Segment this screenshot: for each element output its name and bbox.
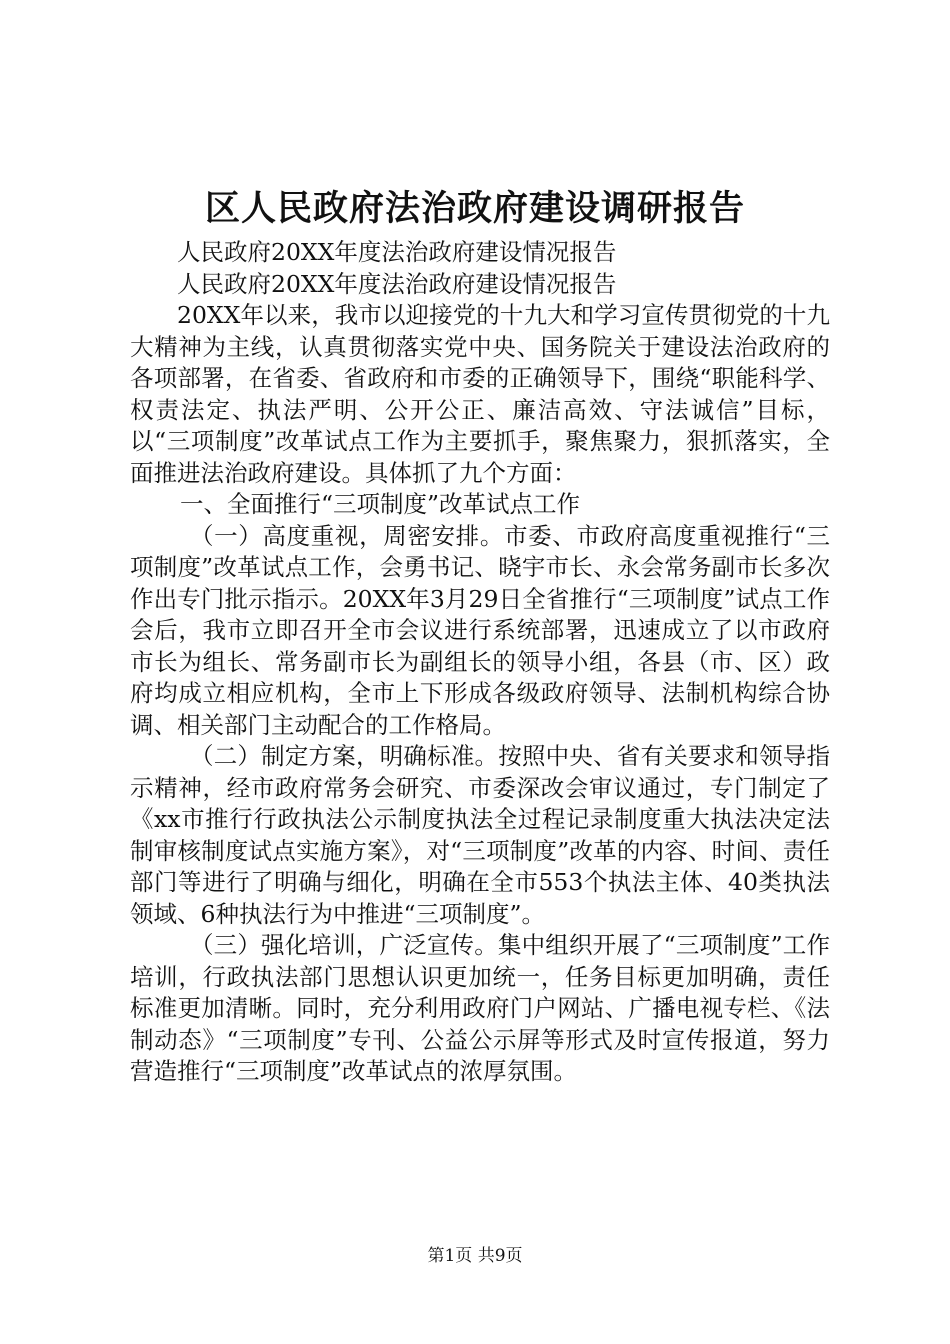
paragraph-subtitle-2: 人民政府20XX年度法治政府建设情况报告 bbox=[177, 269, 617, 298]
paragraph-item-1: （一）高度重视，周密安排。市委、市政府高度重视推行“三项制度”改革试点工作，会勇书记、晓宇市长、永会常务副市长多次作出专门批示指示。20XX年3月29日全省推行“三项制度”试点工作会后，我市立即召开全市会议进行系统部署，迅速成立了以市政府市长为组长、常务副市长为副组长的领导小组，各县（市、区）政府均成立相应机构，全市上下形成各级政府领导、法制机构综合协调、相关部门主动配合的工作格局。 bbox=[130, 521, 830, 739]
paragraph-intro: 20XX年以来，我市以迎接党的十九大和学习宣传贯彻党的十九大精神为主线，认真贯彻落实党中央、国务院关于建设法治政府的各项部署，在省委、省政府和市委的正确领导下，围绕“职能科学、权责法定、执法严明、公开公正、廉洁高效、守法诚信”目标，以“三项制度”改革试点工作为主要抓手，聚焦聚力，狠抓落实，全面推进法治政府建设。具体抓了九个方面： bbox=[130, 301, 830, 487]
section-heading-1: 一、全面推行“三项制度”改革试点工作 bbox=[180, 490, 581, 518]
paragraph-item-3: （三）强化培训，广泛宣传。集中组织开展了“三项制度”工作培训，行政执法部门思想认识更加统一，任务目标更加明确，责任标准更加清晰。同时，充分利用政府门户网站、广播电视专栏、《法制动态》“三项制度”专刊、公益公示屏等形式及时宣传报道，努力营造推行“三项制度”改革试点的浓厚氛围。 bbox=[130, 931, 830, 1085]
document-title: 区人民政府法治政府建设调研报告 bbox=[204, 188, 745, 229]
page-footer: 第1页 共9页 bbox=[427, 1246, 523, 1266]
paragraph-subtitle-1: 人民政府20XX年度法治政府建设情况报告 bbox=[177, 238, 617, 266]
document-body bbox=[130, 237, 830, 1088]
paragraph-item-2: （二）制定方案，明确标准。按照中央、省有关要求和领导指示精神，经市政府常务会研究、市委深改会审议通过，专门制定了《xx市推行行政执法公示制度执法全过程记录制度重大执法决定法制审核制度试点实施方案》，对“三项制度”改革的内容、时间、责任部门等进行了明确与细化，明确在全市553个执法主体、40类执法领域、6种执法行为中推进“三项制度”。 bbox=[130, 742, 830, 928]
